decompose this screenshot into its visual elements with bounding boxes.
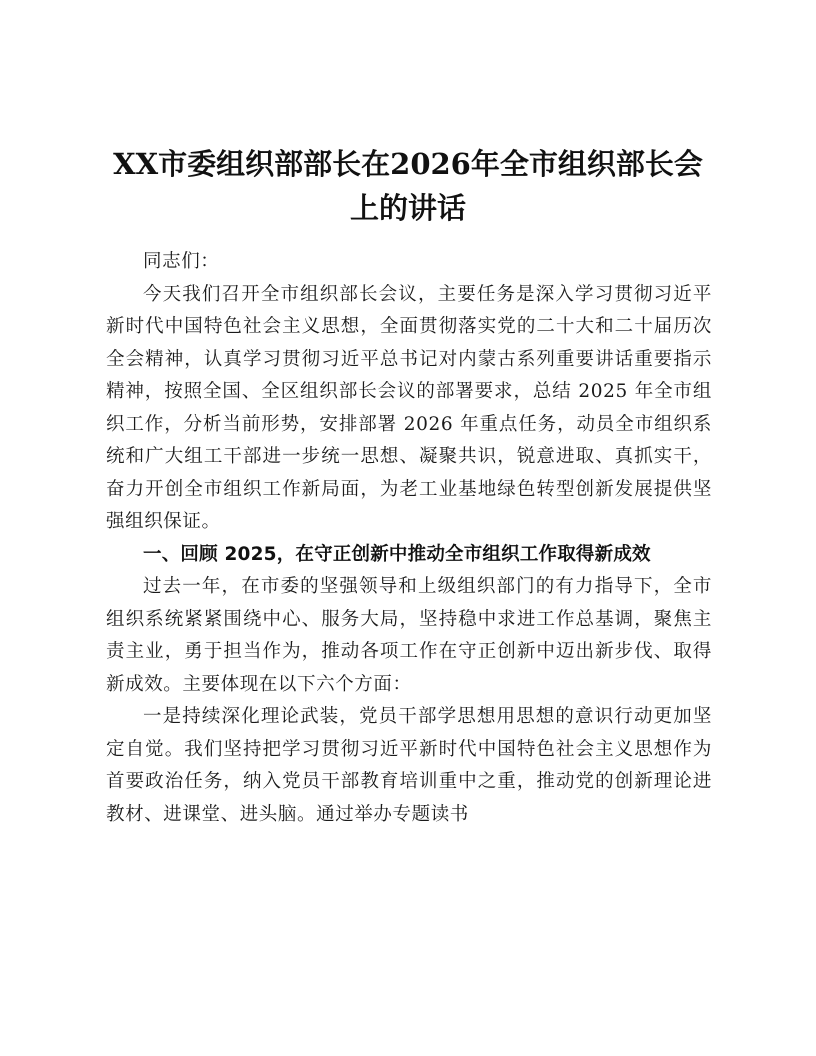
paragraph-review: 过去一年，在市委的坚强领导和上级组织部门的有力指导下，全市组织系统紧紧围绕中心、服务大局，坚持稳中求进工作总基调，聚焦主责主业，勇于担当作为，推动各项工作在守正创新中迈出新步伐、取得新成效。主要体现在以下六个方面： — [106, 576, 712, 695]
salutation: 同志们： — [143, 251, 220, 272]
document-title: XX市委组织部部长在2026年全市组织部长会上的讲话 — [113, 147, 703, 225]
section-heading-1: 一、回顾 2025，在守正创新中推动全市组织工作取得新成效 — [143, 543, 651, 565]
document-body — [106, 246, 712, 831]
paragraph-opening: 今天我们召开全市组织部长会议，主要任务是深入学习贯彻习近平新时代中国特色社会主义思想，全面贯彻落实党的二十大和二十届历次全会精神，认真学习贯彻习近平总书记对内蒙古系列重要讲话重要指示精神，按照全国、全区组织部长会议的部署要求，总结 2025 年全市组织工作，分析当前形势，安排部署 2026 年重点任务，动员全市组织系统和广大组工干部进一步统一思想、凝聚共识，锐意进取、真抓实干，奋力开创全市组织工作新局面，为老工业基地绿色转型创新发展提供坚强组织保证。 — [106, 283, 712, 532]
paragraph-point-1 — [106, 701, 712, 831]
paragraph-point-1-body: 我们坚持把学习贯彻习近平新时代中国特色社会主义思想作为首要政治任务，纳入党员干部教育培训重中之重，推动党的创新理论进教材、进课堂、进头脑。通过举办专题读书 — [106, 738, 713, 825]
paragraph-point-1-lead: 一是持续深化理论武装，党员干部学思想用思想的意识行动更加坚定自觉。 — [106, 706, 712, 760]
